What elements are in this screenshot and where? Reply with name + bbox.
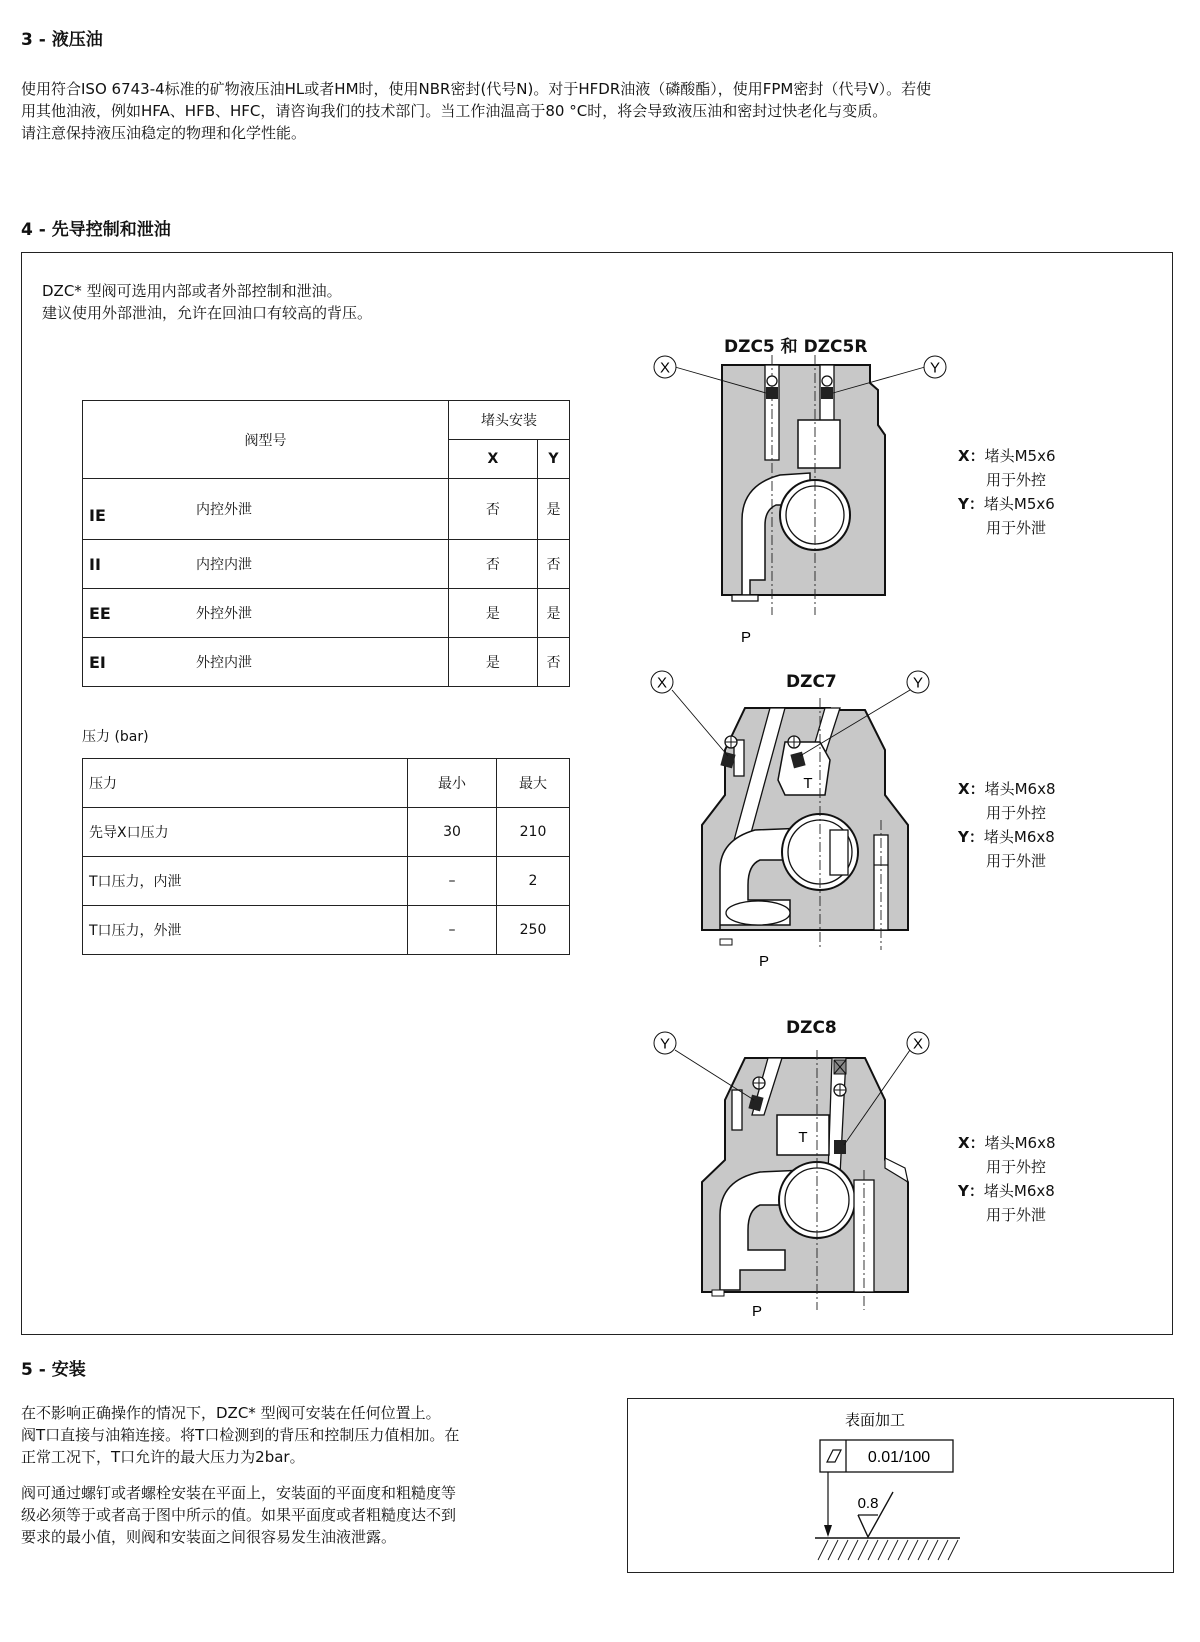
plug-symbol-icon [822,376,832,386]
pressure-label: T口压力，外泄 [83,906,408,955]
spool-end [830,830,848,875]
table-row [83,479,570,540]
note-y-key: Y： [958,495,984,513]
section5-para1: 在不影响正确操作的情况下，DZC* 型阀可安装在任何位置上。 阀T口直接与油箱连接。将T口检测到的背压和控制压力值相加。在 正常工况下，T口允许的最大压力为2bar。 [21,1404,460,1466]
note-y-key: Y： [958,828,984,846]
table-row [83,638,570,687]
diagram-dzc7-title: DZC7 [786,672,837,692]
row-desc: 外控内泄 [190,638,448,687]
arrow-head-icon [824,1525,832,1537]
row-code: IE [83,479,191,540]
x-plug-icon [766,387,778,399]
diagram-dzc5-title: DZC5 和 DZC5R [724,337,868,357]
note-x-key: X： [958,780,985,798]
diagram-dzc7 [656,670,940,970]
p-port-seal [726,901,790,925]
section4-title: 4 - 先导控制和泄油 [21,220,171,240]
note-y-value: 堵头M5x6 [983,495,1055,513]
label-right: Y [929,359,941,377]
label-right: X [912,1035,924,1053]
plug-table-col-x: X [448,440,537,479]
plug-table-col-y: Y [537,440,569,479]
row-desc: 外控外泄 [190,589,448,638]
row-desc: 内控内泄 [190,540,448,589]
section5-para2: 阀可通过螺钉或者螺栓安装在平面上，安装面的平面度和粗糙度等 级必须等于或者高于图中所示的值。如果平面度或者粗糙度达不到 要求的最小值，则阀和安装面之间很容易发生油液泄露。 [21,1484,457,1546]
note-y-use: 用于外泄 [986,852,1047,870]
y-plug-icon [821,387,833,399]
pressure-label: 先导X口压力 [83,808,408,857]
section3-title: 3 - 液压油 [21,30,103,50]
row-x: 否 [448,540,537,589]
pressure-max: 210 [497,808,570,857]
note-x-value: 堵头M5x6 [984,447,1056,465]
label-left: Y [659,1035,671,1053]
port-p-label: P [758,953,770,970]
table-row [83,759,570,808]
row-x: 是 [448,589,537,638]
note-x-key: X： [958,447,985,465]
table-row [83,540,570,589]
row-y: 是 [537,479,569,540]
pressure-min: – [408,857,497,906]
row-code: EE [83,589,191,638]
note-y-use: 用于外泄 [986,519,1047,537]
pressure-min: – [408,906,497,955]
pressure-label: T口压力，内泄 [83,857,408,906]
leader-line [672,690,728,756]
diagram-dzc8-title: DZC8 [786,1018,837,1038]
port-p-label: P [751,1303,763,1320]
diagram-dzc5 [650,355,950,655]
p-port [720,939,732,945]
note-x-value: 堵头M6x8 [984,1134,1056,1152]
diagram-dzc7-notes [958,777,1055,873]
pressure-min: 30 [408,808,497,857]
pressure-header: 最大 [497,759,570,808]
row-desc: 内控外泄 [190,479,448,540]
p-port [732,595,758,601]
row-code: II [83,540,191,589]
diagram-dzc8-notes [958,1131,1055,1227]
note-y-key: Y： [958,1182,984,1200]
note-y-use: 用于外泄 [986,1206,1047,1224]
hatch [818,1540,958,1560]
pressure-header: 最小 [408,759,497,808]
pressure-max: 250 [497,906,570,955]
note-x-use: 用于外控 [986,1158,1047,1176]
row-y: 是 [537,589,569,638]
surface-finish-title: 表面加工 [844,1412,906,1429]
port-p-label: P [740,629,752,646]
note-x-key: X： [958,1134,985,1152]
port-t-label: T [798,1129,808,1146]
plug-symbol-icon [767,376,777,386]
note-x-use: 用于外控 [986,804,1047,822]
row-y: 否 [537,638,569,687]
pressure-header: 压力 [83,759,408,808]
plug-table-header-type: 阀型号 [83,401,449,479]
label-left: X [659,359,671,377]
side-port [732,1090,742,1130]
pressure-caption: 压力 (bar) [82,729,149,745]
note-x-value: 堵头M6x8 [984,780,1056,798]
p-port [712,1290,724,1296]
note-y-value: 堵头M6x8 [983,1182,1055,1200]
row-y: 否 [537,540,569,589]
table-row [83,906,570,955]
row-code: EI [83,638,191,687]
table-row [83,589,570,638]
flatness-value: 0.01/100 [867,1449,931,1466]
diagram-dzc8 [659,1035,940,1320]
diagram-dzc5-notes [958,444,1055,540]
note-y-value: 堵头M6x8 [983,828,1055,846]
note-x-use: 用于外控 [986,471,1047,489]
table-row [83,857,570,906]
pressure-max: 2 [497,857,570,906]
section5-title: 5 - 安装 [21,1360,86,1380]
label-right: Y [912,674,924,692]
pressure-table [82,758,570,955]
row-x: 否 [448,479,537,540]
roughness-value: 0.8 [857,1495,879,1512]
row-x: 是 [448,638,537,687]
port-t-label: T [803,775,813,792]
plug-table [82,400,570,687]
plug-table-header-plug: 堵头安装 [448,401,569,440]
pilot-cavity [798,420,840,468]
table-row [83,808,570,857]
section4-intro: DZC* 型阀可选用内部或者外部控制和泄油。 建议使用外部泄油，允许在回油口有较高的背压。 [42,282,373,322]
section3-body: 使用符合ISO 6743-4标准的矿物液压油HL或者HM时，使用NBR密封(代号N)。对于HFDR油液（磷酸酯），使用FPM密封（代号V）。若使 用其他油液，例如HFA、HFB、HFC，请咨询我们的技术部门。当工作油温高于80 °C时，将会导致液压油和密封过快老化与变质。 请注意保持液压油稳定的物理和化学性能。 [21,80,932,142]
label-left: X [656,674,668,692]
surface-finish-diagram [800,1400,970,1568]
